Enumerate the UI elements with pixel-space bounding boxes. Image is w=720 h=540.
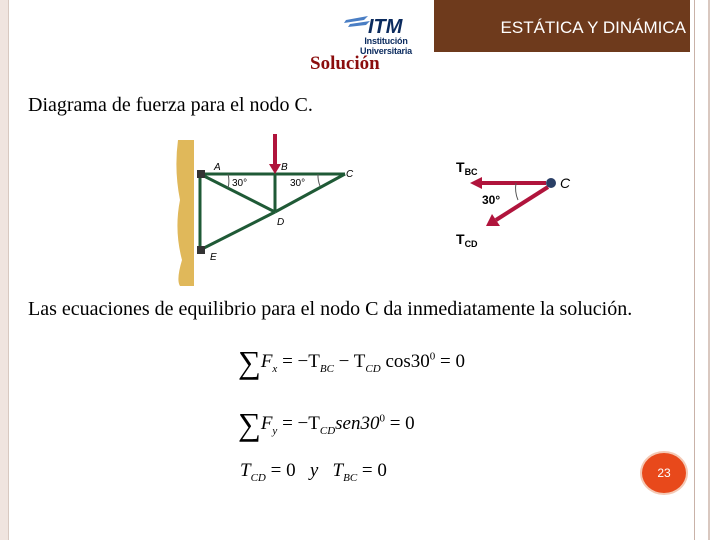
fbd-angle: 30° — [482, 193, 501, 207]
left-border — [0, 0, 9, 540]
equation-sum-fx: $\sum F_x = -T_{BC} - T_{CD}$ $\cos 30^0 = 0$ — [238, 344, 465, 380]
equation-sum-fy: $\sum F_y = -T_{CD}sen30^0 = 0$ — [238, 406, 415, 442]
logo-caption: Institución Universitaria — [360, 36, 412, 56]
tcd-label: $T_{CD}$ — [456, 231, 478, 249]
label-A: A — [214, 162, 221, 173]
label-C: C — [346, 169, 354, 180]
label-D: D — [277, 217, 285, 228]
tbc-label: $T_{BC}$ — [456, 159, 478, 177]
course-title: ESTÁTICA Y DINÁMICA — [500, 18, 686, 37]
angle-label-2: 30° — [290, 178, 306, 189]
solution-heading: Solución — [310, 53, 380, 74]
right-border — [690, 0, 720, 540]
free-body-diagram — [450, 150, 590, 250]
page-number-badge: 23 — [640, 451, 688, 495]
equilibrium-text: Las ecuaciones de equilibrio para el nodo C da inmediatamente la solución. — [28, 298, 633, 320]
label-B: B — [281, 162, 288, 173]
svg-text:ITM: ITM — [368, 16, 403, 38]
label-E: E — [210, 252, 217, 263]
truss-diagram — [170, 130, 360, 288]
fbd-node-label: C — [560, 175, 571, 191]
intro-text: Diagrama de fuerza para el nodo C. — [28, 94, 313, 116]
equation-result: $T_{CD} = 0$ y $T_{BC} = 0$ — [240, 460, 387, 484]
wall — [176, 140, 194, 286]
angle-label-1: 30° — [232, 178, 248, 189]
